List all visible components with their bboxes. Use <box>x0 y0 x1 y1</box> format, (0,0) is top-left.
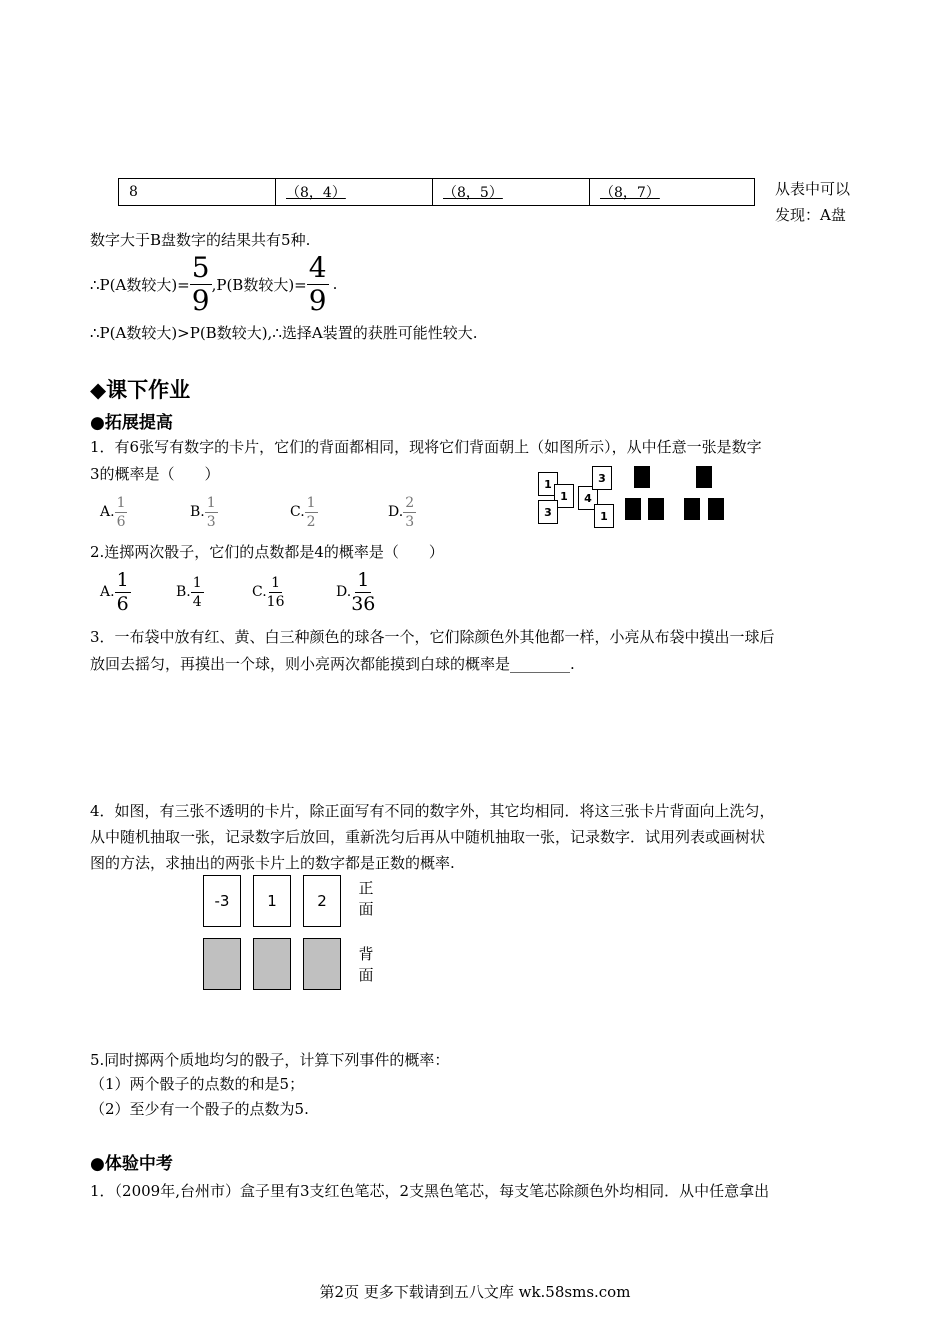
option-a <box>100 568 131 616</box>
fraction-denominator: 2 <box>306 513 316 530</box>
question-5-line: 5.同时掷两个质地均匀的骰子，计算下列事件的概率： <box>90 1051 450 1069</box>
fraction-b <box>307 250 329 317</box>
question-1-line: 1．有6张写有数字的卡片，它们的背面都相同，现将它们背面朝上（如图所示），从中任意一张是数字 <box>90 438 762 456</box>
fraction-denominator: 9 <box>308 283 327 317</box>
option-d <box>388 490 416 534</box>
fraction-numerator: 1 <box>271 574 281 591</box>
fraction-numerator: 4 <box>308 250 327 284</box>
fraction-denominator: 16 <box>266 593 285 610</box>
subsection-title: ●体验中考 <box>90 1154 173 1174</box>
front-label: 正 <box>358 879 374 897</box>
prob-end: . <box>332 275 338 293</box>
option-fraction <box>403 496 416 529</box>
option-fraction <box>115 496 128 529</box>
option-c <box>252 568 285 616</box>
fraction-numerator: 1 <box>116 494 126 511</box>
subsection-title: ●拓展提高 <box>90 413 173 433</box>
section-title: ◆课下作业 <box>90 378 191 402</box>
option-a <box>100 490 127 534</box>
option-b <box>176 568 204 616</box>
table-cell <box>590 179 755 206</box>
result-table <box>118 178 755 206</box>
table-cell <box>276 179 433 206</box>
card-front: -3 <box>203 875 241 927</box>
fraction-denominator: 6 <box>116 592 129 615</box>
fraction-denominator: 6 <box>116 513 126 530</box>
option-fraction <box>305 496 318 529</box>
question-2: 2.连掷两次骰子，它们的点数都是4的概率是（ ） <box>90 543 444 561</box>
question-1-line: 3的概率是（ ） <box>90 465 220 483</box>
option-fraction <box>191 576 204 609</box>
card-front: 1 <box>253 875 291 927</box>
fraction-denominator: 9 <box>191 283 210 317</box>
table-cell-value: （8，5） <box>443 185 503 201</box>
option-label: B. <box>190 504 205 520</box>
card-front: 1 <box>538 472 558 496</box>
side-note: 发现：A盘 <box>775 206 846 224</box>
table-cell-value: （8，7） <box>600 185 660 201</box>
option-label: A. <box>100 504 115 520</box>
question-4-line: 从中随机抽取一张，记录数字后放回，重新洗匀后再从中随机抽取一张，记录数字．试用列表或画树状 <box>90 828 766 846</box>
option-fraction <box>351 568 376 615</box>
option-fraction <box>115 568 131 615</box>
side-note: 从表中可以 <box>775 180 851 198</box>
option-label: D. <box>388 504 404 520</box>
option-label: A. <box>100 584 115 600</box>
card-front: 4 <box>578 486 598 510</box>
fraction-numerator: 1 <box>192 574 202 591</box>
card-back <box>708 498 724 520</box>
question-3-line: 放回去摇匀，再摸出一个球，则小亮两次都能摸到白球的概率是________. <box>90 655 575 673</box>
fraction-denominator: 36 <box>351 592 376 615</box>
page-footer: 第2页 更多下载请到五八文库 wk.58sms.com <box>319 1283 631 1301</box>
front-label: 面 <box>358 900 374 918</box>
card-front: 3 <box>538 500 558 524</box>
fraction-numerator: 1 <box>116 568 129 591</box>
option-b <box>190 490 218 534</box>
card-back <box>625 498 641 520</box>
conclusion: ∴P(A数较大)>P(B数较大),∴选择A装置的获胜可能性较大. <box>90 324 478 342</box>
fraction-denominator: 3 <box>405 513 415 530</box>
card-back <box>253 938 291 990</box>
fraction-numerator: 5 <box>191 250 210 284</box>
option-label: D. <box>336 584 352 600</box>
card-front: 1 <box>594 504 614 528</box>
question-3-line: 3．一布袋中放有红、黄、白三种颜色的球各一个，它们除颜色外其他都一样，小亮从布袋中摸出一球后 <box>90 628 775 646</box>
question-4-line: 4．如图，有三张不透明的卡片，除正面写有不同的数字外，其它均相同．将这三张卡片背面向上洗匀， <box>90 802 775 820</box>
card-back <box>684 498 700 520</box>
fraction-numerator: 1 <box>206 494 216 511</box>
option-fraction <box>267 576 285 609</box>
question-4-line: 图的方法，求抽出的两张卡片上的数字都是正数的概率. <box>90 854 455 872</box>
table-cell-value: （8，4） <box>286 185 346 201</box>
back-label: 背 <box>358 945 374 963</box>
back-label: 面 <box>358 966 374 984</box>
question-5-line: （1）两个骰子的点数的和是5； <box>90 1075 305 1093</box>
fraction-numerator: 2 <box>405 494 415 511</box>
table-cell <box>433 179 590 206</box>
option-fraction <box>205 496 218 529</box>
prob-a-label: ∴P(A数较大)= <box>90 275 190 294</box>
option-d <box>336 568 375 616</box>
card-back <box>634 466 650 488</box>
card-back <box>303 938 341 990</box>
exam-question-line: 1．（2009年,台州市）盒子里有3支红色笔芯，2支黑色笔芯，每支笔芯除颜色外均相同．从中任意拿出 <box>90 1182 770 1200</box>
option-label: C. <box>252 584 267 600</box>
option-label: B. <box>176 584 191 600</box>
card-back <box>696 466 712 488</box>
table-row <box>119 179 755 206</box>
fraction-denominator: 3 <box>206 513 216 530</box>
fraction-denominator: 4 <box>192 593 202 610</box>
probability-line <box>90 250 338 317</box>
option-label: C. <box>290 504 305 520</box>
prob-b-label: ,P(B数较大)= <box>211 275 307 294</box>
card-front: 2 <box>303 875 341 927</box>
text-line: 数字大于B盘数字的结果共有5种. <box>90 231 311 249</box>
card-front: 1 <box>554 484 574 508</box>
card-back <box>648 498 664 520</box>
option-c <box>290 490 318 534</box>
fraction-numerator: 1 <box>306 494 316 511</box>
question-5-line: （2）至少有一个骰子的点数为5. <box>90 1100 309 1118</box>
fraction-a <box>190 250 212 317</box>
table-cell: 8 <box>119 179 276 206</box>
card-back <box>203 938 241 990</box>
card-front: 3 <box>592 466 612 490</box>
fraction-numerator: 1 <box>357 568 370 591</box>
